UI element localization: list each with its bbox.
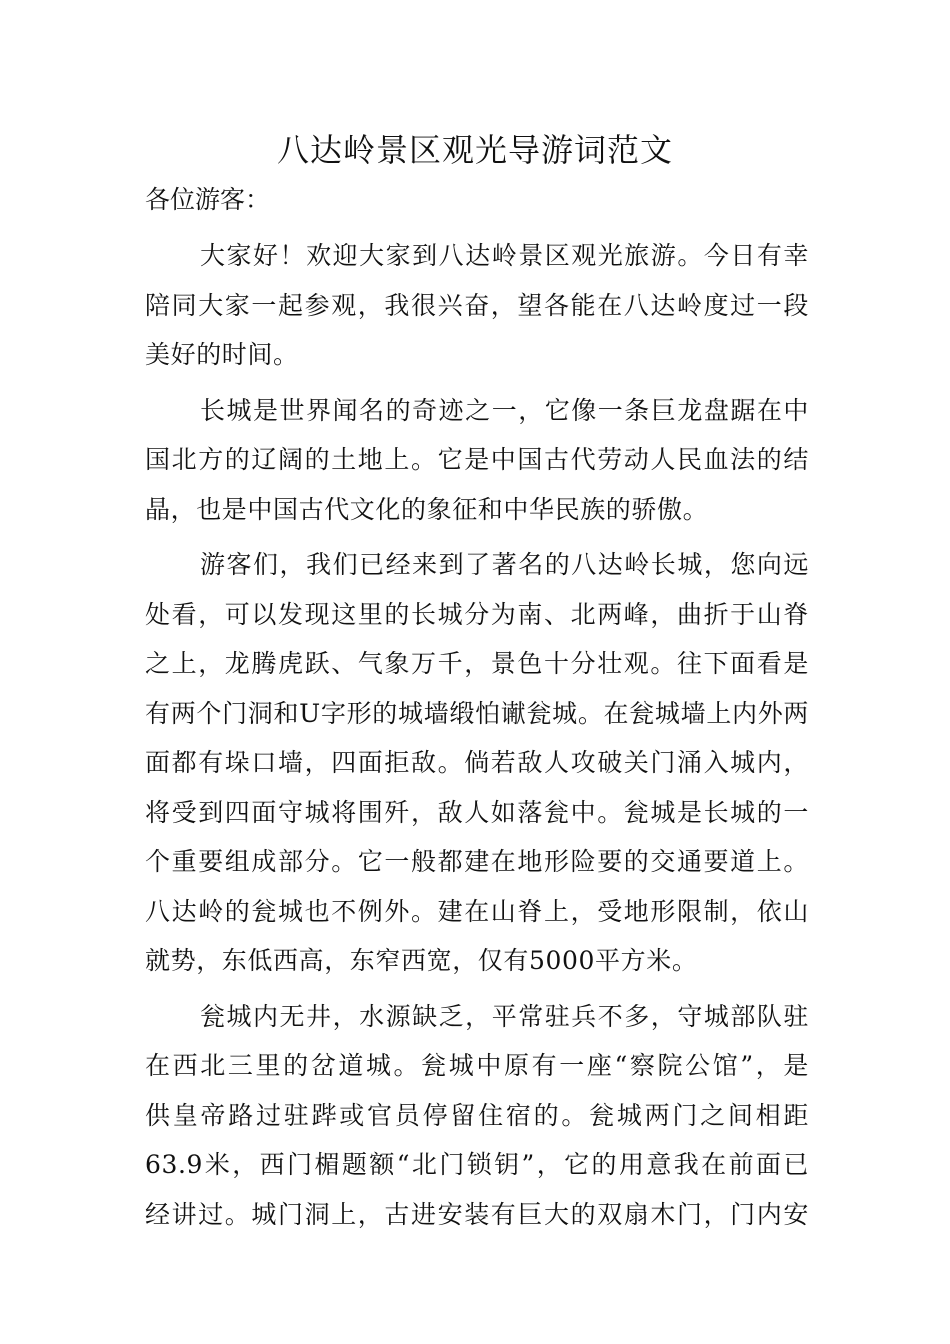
paragraph-line: 供皇帝路过驻跸或官员停留住宿的。瓮城两门之间相距 bbox=[145, 1100, 809, 1130]
paragraph-line: 63.9米，西门楣题额“北门锁钥”，它的用意我在前面已 bbox=[145, 1150, 809, 1179]
paragraph-line: 晶，也是中国古代文化的象征和中华民族的骄傲。 bbox=[145, 494, 709, 524]
paragraph-line: 之上，龙腾虎跃、气象万千，景色十分壮观。往下面看是 bbox=[145, 649, 809, 678]
paragraph-line: 就势，东低西高，东窄西宽，仅有5000平方米。 bbox=[145, 946, 698, 975]
paragraph-line: 长城是世界闻名的奇迹之一，它像一条巨龙盘踞在中 bbox=[200, 395, 809, 425]
paragraph-line: 将受到四面守城将围歼，敌人如落瓮中。瓮城是长城的一 bbox=[145, 797, 809, 827]
paragraph-line: 面都有垛口墙，四面拒敌。倘若敌人攻破关门涌入城内， bbox=[145, 748, 809, 777]
salutation: 各位游客： bbox=[145, 185, 271, 214]
paragraph-line: 有两个门洞和U字形的城墙缎怕谳瓮城。在瓮城墙上内外两 bbox=[145, 698, 809, 728]
paragraph-line: 在西北三里的岔道城。瓮城中原有一座“察院公馆”，是 bbox=[145, 1051, 809, 1080]
paragraph-list bbox=[145, 231, 809, 1239]
paragraph bbox=[145, 992, 809, 1240]
paragraph-line: 处看，可以发现这里的长城分为南、北两峰，曲折于山脊 bbox=[145, 599, 809, 629]
paragraph bbox=[145, 386, 809, 535]
document-title: 八达岭景区观光导游词范文 bbox=[276, 131, 673, 169]
paragraph-line: 个重要组成部分。它一般都建在地形险要的交通要道上。 bbox=[145, 847, 809, 876]
paragraph bbox=[145, 231, 809, 380]
document-body bbox=[145, 174, 809, 1239]
paragraph-line: 经讲过。城门洞上，古进安装有巨大的双扇木门，门内安 bbox=[145, 1199, 809, 1229]
paragraph-line: 瓮城内无井，水源缺乏，平常驻兵不多，守城部队驻 bbox=[200, 1001, 809, 1031]
paragraph bbox=[145, 540, 809, 986]
paragraph-line: 大家好！欢迎大家到八达岭景区观光旅游。今日有幸 bbox=[200, 241, 809, 270]
paragraph-line: 美好的时间。 bbox=[145, 340, 299, 369]
paragraph-line: 国北方的辽阔的土地上。它是中国古代劳动人民血法的结 bbox=[145, 445, 809, 474]
paragraph-line: 游客们，我们已经来到了著名的八达岭长城，您向远 bbox=[200, 550, 809, 579]
paragraph-line: 八达岭的瓮城也不例外。建在山脊上，受地形限制，依山 bbox=[145, 896, 809, 926]
paragraph-line: 陪同大家一起参观，我很兴奋，望各能在八达岭度过一段 bbox=[145, 290, 809, 320]
